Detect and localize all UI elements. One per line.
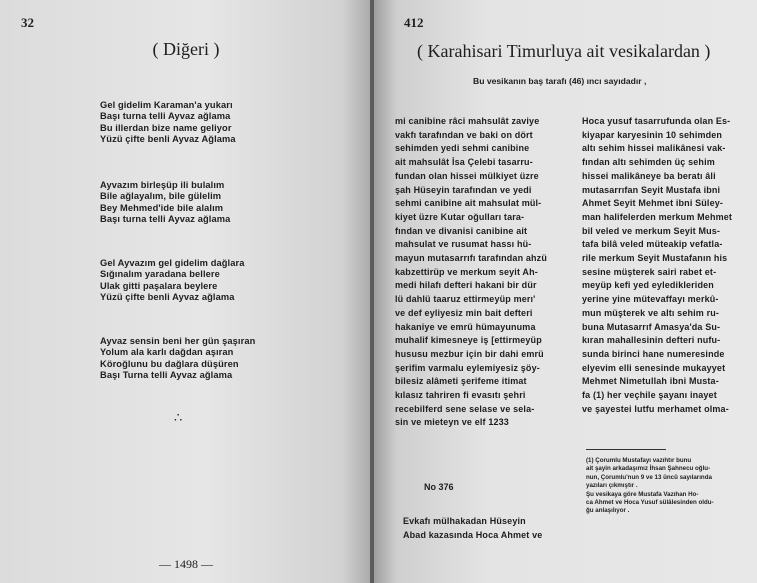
text-line: man halifelerden merkum Mehmet xyxy=(582,211,733,222)
text-column-left xyxy=(395,115,547,430)
text-line: kılasız tahriren fi evasıtı şehri xyxy=(395,390,526,401)
left-page xyxy=(0,0,372,583)
text-line: ait mahsulât İsa Çelebi tasarru- xyxy=(395,157,533,168)
text-line: ve def eyliyesiz min bait defteri xyxy=(395,307,533,318)
stanza-1 xyxy=(100,100,236,146)
text-line: sehimden yedi sehmi canibine xyxy=(395,143,530,154)
text-line: sin ve mieteyn ve elf 1233 xyxy=(395,417,509,428)
stanza-4 xyxy=(100,336,255,382)
text-line: kıran mahallesinin defteri nufu- xyxy=(582,335,721,346)
text-line: bil veled ve merkum Seyit Mus- xyxy=(582,225,721,236)
text-line: bilesiz alâmeti şerifeme itimat xyxy=(395,376,527,387)
text-line: mutasarrıfan Seyit Mustafa ibni xyxy=(582,184,721,195)
poem-line: Ayvazım birleşüp ili bulalım xyxy=(100,180,225,190)
text-line: şerifim varmalu eylemiyesiz şöy- xyxy=(395,362,540,373)
text-line: sehmi canibine ait mahsulat mül- xyxy=(395,198,542,209)
text-line: hakaniye ve emrü hümayunuma xyxy=(395,321,536,332)
left-page-title: ( Diğeri ) xyxy=(152,39,220,59)
text-line: elyevim elli senesinde mukayyet xyxy=(582,362,726,373)
poem-line: Bu illerdan bize name geliyor xyxy=(100,122,232,133)
text-line: fından altı sehimden üç sehim xyxy=(582,157,715,168)
poem-line: Gel Ayvazım gel gidelim dağlara xyxy=(100,258,245,268)
poem-line: Başı Turna telli Ayvaz ağlama xyxy=(100,370,233,381)
text-line: fından ve divanisi canibine ait xyxy=(395,225,528,236)
text-line: şah Hüseyin tarafından ve yedi xyxy=(395,184,532,195)
poem-line: Yüzü çifte benli Ayvaz ağlama xyxy=(100,292,235,303)
poem-line: Köroğlunu bu dağlara düşüren xyxy=(100,358,239,369)
poem-line: Yolum ala karlı dağdan aşıran xyxy=(100,347,234,358)
text-line: meyüp kefi yed eyledikleriden xyxy=(582,280,714,291)
text-line: vakfı tarafından ve baki on dört xyxy=(395,129,533,140)
text-line: fundan olan hissei mülkiyet üzre xyxy=(395,170,539,181)
right-page-subtitle: Bu vesikanın baş tarafı (46) ıncı sayıdadır , xyxy=(473,76,647,86)
poem-line: Bey Mehmed'ide bile alalım xyxy=(100,202,224,213)
footnote-line: ca Ahmet ve Hoca Yusuf sülâlesinden oldu- xyxy=(586,499,714,507)
footnote-line: yazıları çıkmıştır . xyxy=(586,482,638,490)
footnote-line: ğu anlaşılıyor . xyxy=(586,507,630,515)
text-line: mahsulat ve rusumat hassı hü- xyxy=(395,239,532,250)
text-line: hissei malikâneye ba beratı âli xyxy=(582,170,716,181)
footnote-line: nun, Çorumlu'nun 9 ve 13 üncü sayılarında xyxy=(586,473,712,481)
document-number: No 376 xyxy=(424,482,454,492)
text-line: mi canibine râci mahsulât zaviye xyxy=(395,116,540,126)
text-line: ve şayestei lutfu merhamet olma- xyxy=(582,403,729,414)
text-line: kiyapar karyesinin 10 sehimden xyxy=(582,129,723,140)
right-page-number: 412 xyxy=(404,15,424,30)
text-line: hususu mezbur için bir dahi emrü xyxy=(395,348,544,359)
stanza-2 xyxy=(100,180,230,226)
text-line: sesine müşterek sairi rabet et- xyxy=(582,266,717,277)
footnote-line: (1) Çorumlu Mustafayı vazıhtır bunu xyxy=(586,457,692,464)
text-line: rile merkum Seyit Mustafanın his xyxy=(582,253,728,264)
closing-line: Evkafı mülhakadan Hüseyin xyxy=(403,516,526,526)
text-line: lü dahlü taaruz ettirmeyüp merı' xyxy=(395,294,536,305)
left-bottom-page-number: — 1498 — xyxy=(159,557,213,571)
text-line: tafa bilâ veled müteakip vefatla- xyxy=(582,239,723,250)
left-page-number: 32 xyxy=(21,15,34,30)
text-line: mun müşterek ve altı sehim ru- xyxy=(582,307,720,318)
footnote-line: Şu vesikaya göre Mustafa Vazıhan Ho- xyxy=(586,490,699,498)
poem-line: Bile ağlayalım, bile gülelim xyxy=(100,191,222,202)
poem-line: Yüzü çifte benli Ayvaz Ağlama xyxy=(100,134,236,145)
footnote-rule xyxy=(586,449,666,450)
closing-line: Abad kazasında Hoca Ahmet ve xyxy=(403,530,543,540)
poem-line: Başı turna telli Ayvaz ağlama xyxy=(100,111,231,122)
footnotes xyxy=(586,457,714,516)
text-line: yerine yine mütevaffayı merkû- xyxy=(582,294,719,305)
text-line: sunda birinci hane numeresinde xyxy=(582,348,725,359)
text-line: Hoca yusuf tasarrufunda olan Es- xyxy=(582,116,731,126)
poem-line: Başı turna telli Ayvaz ağlama xyxy=(100,214,231,225)
right-page-title: ( Karahisari Timurluya ait vesikalardan ) xyxy=(417,41,711,61)
text-line: kabzettirüp ve merkum seyit Ah- xyxy=(395,266,538,277)
text-line: Mehmet Nimetullah ibni Musta- xyxy=(582,376,719,387)
poem-line: Sığınalım yaradana bellere xyxy=(100,269,220,280)
text-column-right xyxy=(582,115,732,416)
text-line: kiyet üzre Kutar oğulları tara- xyxy=(395,211,525,222)
text-line: altı sehim hissei malikânesi vak- xyxy=(582,143,726,154)
poem-line: Ulak gitti paşalara beylere xyxy=(100,280,218,291)
closing-lines xyxy=(403,514,542,542)
text-line: buna Mutasarrıf Amasya'da Su- xyxy=(582,321,721,332)
text-line: medi hilafı defteri hakani bir dür xyxy=(395,280,537,291)
text-line: muhalif kimesneye iş [ettirmeyüp xyxy=(395,335,542,346)
right-page xyxy=(374,0,757,583)
text-line: mayun mutasarrıfı tarafından ahzü xyxy=(395,253,547,264)
text-line: recebilferd sene selase ve sela- xyxy=(395,403,535,414)
stanza-3 xyxy=(100,258,245,304)
text-line: fa (1) her veçhile şayanı inayet xyxy=(582,390,717,401)
text-line: Ahmet Seyit Mehmet ibni Süley- xyxy=(582,198,724,209)
footnote-line: ait şayin arkadaşımız İhsan Şahnecu oğlu- xyxy=(586,465,711,473)
poem-line: Gel gidelim Karaman'a yukarı xyxy=(100,100,233,110)
poem-line: Ayvaz sensin beni her gün şaşıran xyxy=(100,336,256,346)
ornament-dots: ∴ xyxy=(174,410,183,425)
